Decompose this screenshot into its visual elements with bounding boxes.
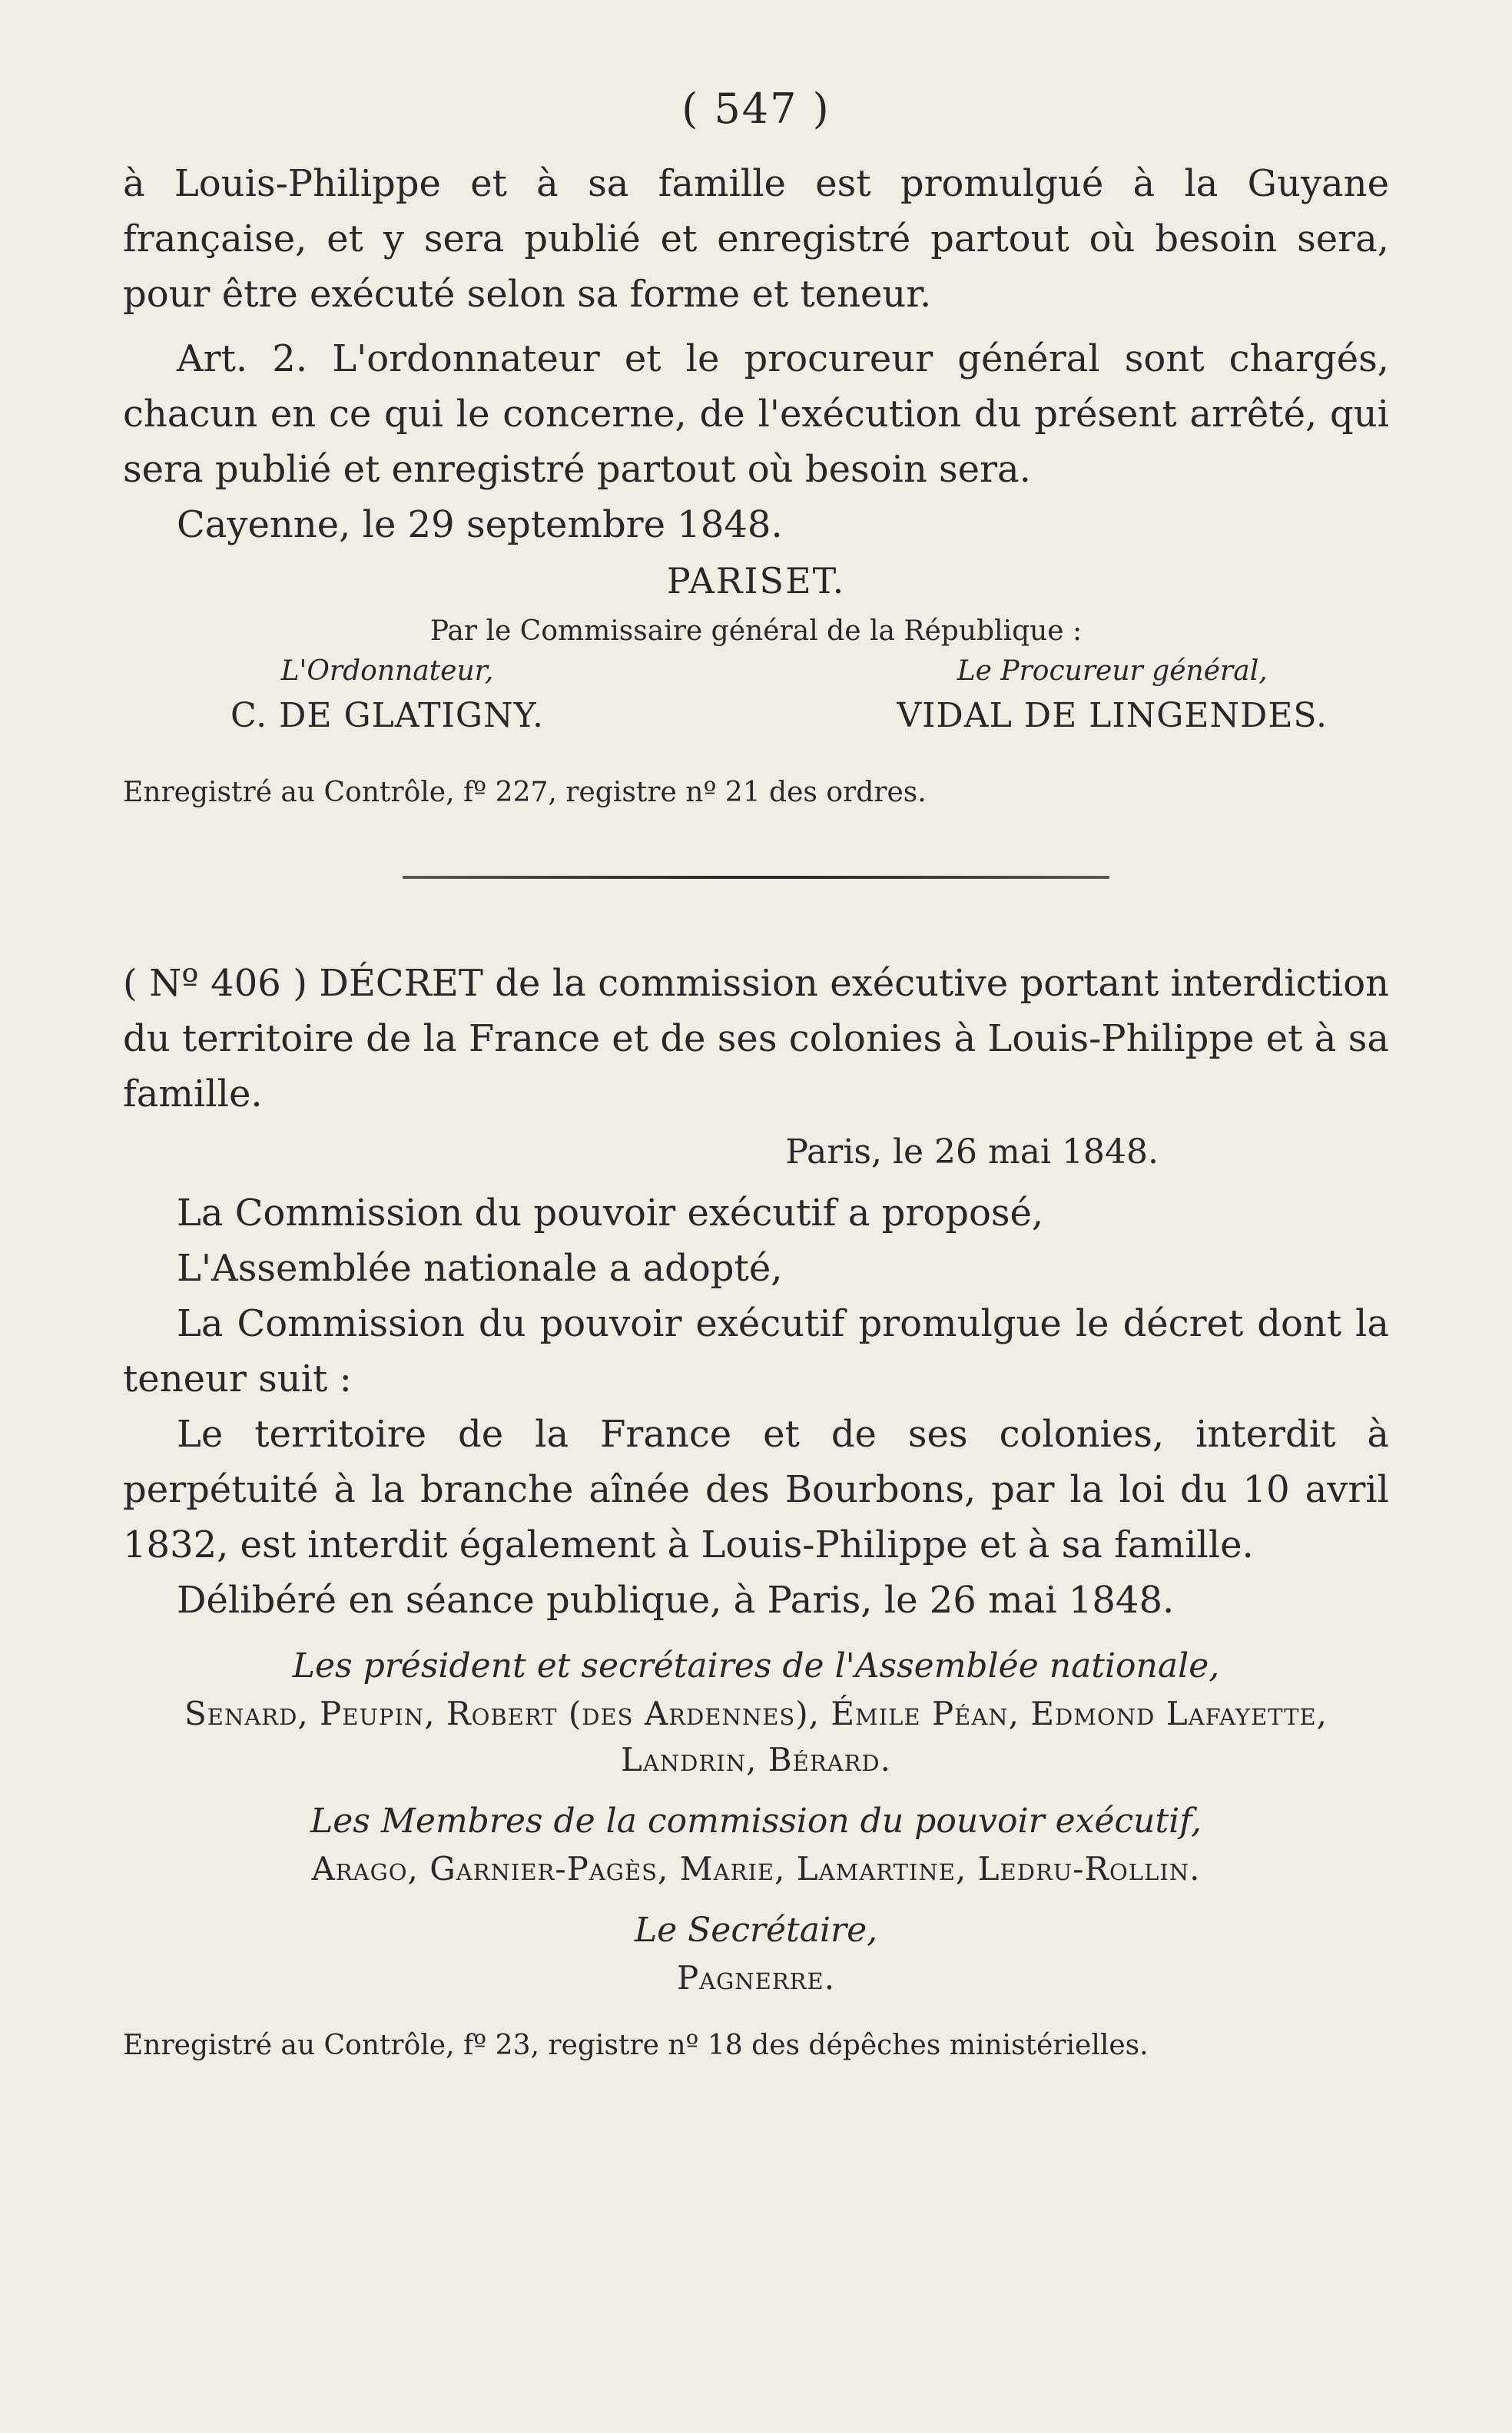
decree-registry-note: Enregistré au Contrôle, fº 23, registre nº 18 des dépêches ministérielles. <box>123 2030 1149 2061</box>
cosigner-right <box>897 651 1328 741</box>
decree-deliberation: Délibéré en séance publique, à Paris, le 26 mai 1848. <box>177 1579 1175 1622</box>
commission-names: Arago, Garnier-Pagès, Marie, Lamartine, Ledru-Rollin. <box>311 1850 1201 1888</box>
registry-note: Enregistré au Contrôle, fº 227, registre nº 21 des ordres. <box>123 777 927 808</box>
continuation-paragraph: à Louis-Philippe et à sa famille est promulgué à la Guyane française, et y sera publié et enregistré partout où besoin sera, pour être exécuté selon sa forme et teneur. <box>123 162 1389 316</box>
cosigners <box>123 651 1389 741</box>
assembly-names: Senard, Peupin, Robert (des Ardennes), Émile Péan, Edmond Lafayette, Landrin, Bérard. <box>184 1695 1328 1778</box>
decree-body: Le territoire de la France et de ses colonies, interdit à perpétuité à la branche aînée des Bourbons, par la loi du 10 avril 1832, est interdit également à Louis-Philippe et à sa famille. <box>123 1413 1389 1566</box>
article-2-paragraph: Art. 2. L'ordonnateur et le procureur général sont chargés, chacun en ce qui le concerne, de l'exécution du présent arrêté, qui sera publié et enregistré partout où besoin sera. <box>123 337 1389 491</box>
signature-byline: Par le Commissaire général de la République : <box>429 615 1083 647</box>
cosigner-left-title: L'Ordonnateur, <box>280 655 494 687</box>
decree-line-1: La Commission du pouvoir exécutif a proposé, <box>177 1192 1044 1235</box>
cosigner-left-name: C. DE GLATIGNY. <box>230 696 544 735</box>
decree-date: Paris, le 26 mai 1848. <box>785 1132 1159 1172</box>
secretary-name: Pagnerre. <box>676 1959 836 1997</box>
place-date: Cayenne, le 29 septembre 1848. <box>177 503 783 546</box>
signer-name: PARISET. <box>666 560 846 602</box>
commission-heading: Les Membres de la commission du pouvoir exécutif, <box>310 1802 1202 1841</box>
decree-heading: ( Nº 406 ) DÉCRET de la commission exécutive portant interdiction du territoire de la France et de ses colonies à Louis-Philippe et à sa famille. <box>123 962 1389 1115</box>
decree-line-3: La Commission du pouvoir exécutif promulgue le décret dont la teneur suit : <box>123 1302 1389 1400</box>
cosigner-right-title: Le Procureur général, <box>957 655 1268 687</box>
page-number: ( 547 ) <box>681 85 831 133</box>
decree-line-2: L'Assemblée nationale a adopté, <box>177 1247 783 1290</box>
cosigner-left <box>230 651 544 741</box>
section-divider <box>403 876 1109 879</box>
secretary-heading: Le Secrétaire, <box>634 1911 878 1950</box>
cosigner-right-name: VIDAL DE LINGENDES. <box>897 696 1328 735</box>
assembly-heading: Les président et secrétaires de l'Assemblée nationale, <box>292 1646 1220 1686</box>
